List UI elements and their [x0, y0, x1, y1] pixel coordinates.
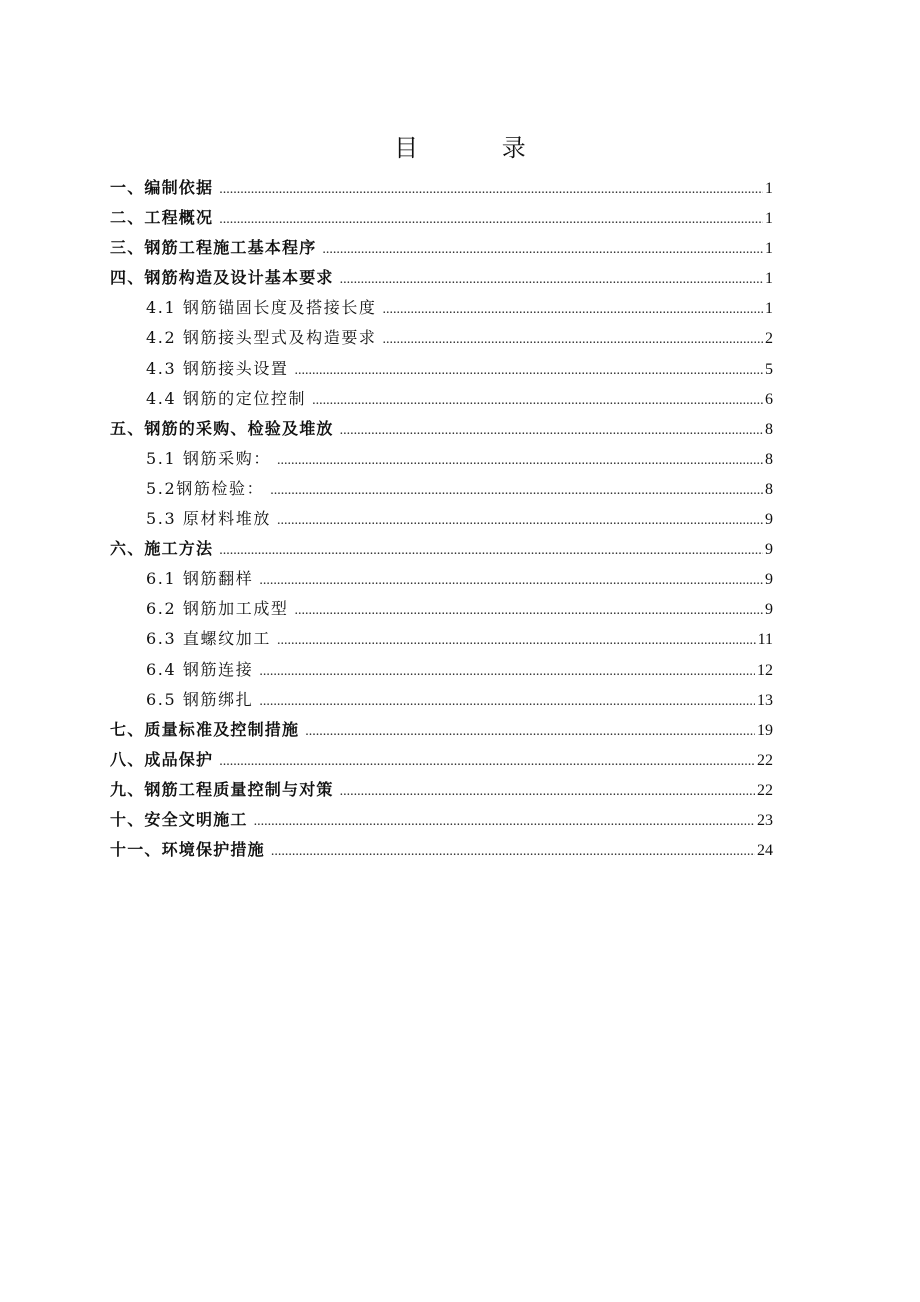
toc-entry-label: 4.4 钢筋的定位控制: [146, 388, 307, 408]
toc-dot-leader: [259, 566, 763, 596]
toc-entry-label: 五、钢筋的采购、检验及堆放: [110, 418, 334, 438]
toc-entry-page: 9: [765, 601, 773, 619]
toc-entry-page: 24: [757, 842, 773, 860]
toc-entry-label: 九、钢筋工程质量控制与对策: [110, 779, 334, 799]
toc-entry[interactable]: [110, 685, 773, 715]
toc-entry[interactable]: [110, 203, 773, 233]
toc-entry-page: 8: [765, 450, 773, 468]
toc-entry[interactable]: [110, 444, 773, 474]
table-of-contents: [110, 173, 773, 865]
toc-dot-leader: [277, 626, 756, 656]
toc-entry-label: 三、钢筋工程施工基本程序: [110, 238, 317, 258]
toc-entry-label: 二、工程概况: [110, 208, 214, 228]
toc-dot-leader: [254, 807, 755, 837]
toc-entry-page: 1: [765, 300, 773, 318]
toc-entry-label: 6.4 钢筋连接: [146, 659, 254, 679]
toc-entry-label: 5.3 原材料堆放: [146, 509, 271, 529]
toc-entry-label: 5.1 钢筋采购：: [146, 448, 271, 468]
toc-entry-label: 6.5 钢筋绑扎: [146, 689, 254, 709]
toc-dot-leader: [219, 747, 755, 777]
toc-entry[interactable]: [110, 715, 773, 745]
toc-entry[interactable]: [110, 655, 773, 685]
toc-entry-label: 4.3 钢筋接头设置: [146, 358, 289, 378]
toc-entry-page: 6: [765, 390, 773, 408]
toc-entry-page: 19: [757, 721, 773, 739]
toc-dot-leader: [340, 265, 763, 295]
toc-entry[interactable]: [110, 474, 773, 504]
toc-entry-page: 12: [757, 661, 773, 679]
toc-entry-page: 23: [757, 811, 773, 829]
toc-entry[interactable]: [110, 564, 773, 594]
toc-dot-leader: [277, 506, 763, 536]
toc-dot-leader: [340, 777, 755, 807]
toc-entry-label: 5.2钢筋检验：: [146, 478, 265, 498]
toc-entry-label: 6.2 钢筋加工成型: [146, 599, 289, 619]
toc-dot-leader: [271, 837, 755, 867]
toc-entry-label: 十、安全文明施工: [110, 809, 248, 829]
toc-entry[interactable]: [110, 504, 773, 534]
toc-entry-page: 5: [765, 360, 773, 378]
toc-entry-label: 6.1 钢筋翻样: [146, 569, 254, 589]
toc-entry-page: 9: [765, 511, 773, 529]
toc-entry[interactable]: [110, 323, 773, 353]
toc-entry-page: 9: [765, 541, 773, 559]
toc-dot-leader: [277, 446, 763, 476]
toc-entry[interactable]: [110, 173, 773, 203]
toc-entry-page: 1: [765, 180, 773, 197]
toc-dot-leader: [322, 235, 763, 265]
toc-dot-leader: [312, 386, 763, 416]
toc-entry[interactable]: [110, 594, 773, 624]
toc-dot-leader: [270, 476, 763, 506]
toc-entry[interactable]: [110, 805, 773, 835]
toc-entry-page: 1: [765, 240, 773, 258]
toc-entry-label: 一、编制依据: [110, 178, 214, 197]
toc-entry-page: 11: [757, 631, 773, 649]
toc-dot-leader: [219, 536, 763, 566]
toc-entry-page: 22: [757, 751, 773, 769]
toc-entry-label: 八、成品保护: [110, 749, 214, 769]
toc-entry[interactable]: [110, 233, 773, 263]
toc-entry[interactable]: [110, 263, 773, 293]
toc-entry[interactable]: [110, 745, 773, 775]
toc-entry-page: 1: [765, 210, 773, 228]
toc-entry-page: 8: [765, 420, 773, 438]
toc-dot-leader: [305, 717, 755, 747]
toc-dot-leader: [259, 687, 755, 717]
toc-entry-label: 4.1 钢筋锚固长度及搭接长度: [146, 298, 377, 318]
toc-dot-leader: [219, 175, 763, 205]
toc-entry-label: 六、施工方法: [110, 539, 214, 559]
toc-entry-page: 9: [765, 571, 773, 589]
toc-entry[interactable]: [110, 293, 773, 323]
toc-dot-leader: [259, 657, 755, 687]
toc-entry-label: 6.3 直螺纹加工: [146, 629, 271, 649]
toc-dot-leader: [383, 295, 763, 325]
toc-entry-page: 1: [765, 270, 773, 288]
toc-dot-leader: [295, 596, 763, 626]
toc-entry[interactable]: [110, 384, 773, 414]
toc-entry[interactable]: [110, 534, 773, 564]
toc-entry-page: 8: [765, 480, 773, 498]
toc-entry[interactable]: [110, 775, 773, 805]
toc-title: 目 录: [394, 134, 564, 163]
toc-dot-leader: [383, 325, 763, 355]
toc-entry-page: 2: [765, 330, 773, 348]
toc-dot-leader: [219, 205, 763, 235]
toc-entry[interactable]: [110, 624, 773, 654]
toc-entry-page: 22: [757, 781, 773, 799]
toc-entry-label: 四、钢筋构造及设计基本要求: [110, 268, 334, 288]
toc-dot-leader: [340, 416, 763, 446]
toc-entry-page: 13: [757, 691, 773, 709]
toc-dot-leader: [295, 356, 763, 386]
toc-entry-label: 十一、环境保护措施: [110, 840, 265, 860]
toc-entry-label: 4.2 钢筋接头型式及构造要求: [146, 328, 377, 348]
toc-entry[interactable]: [110, 835, 773, 865]
toc-entry[interactable]: [110, 354, 773, 384]
toc-entry-label: 七、质量标准及控制措施: [110, 719, 300, 739]
toc-entry[interactable]: [110, 414, 773, 444]
